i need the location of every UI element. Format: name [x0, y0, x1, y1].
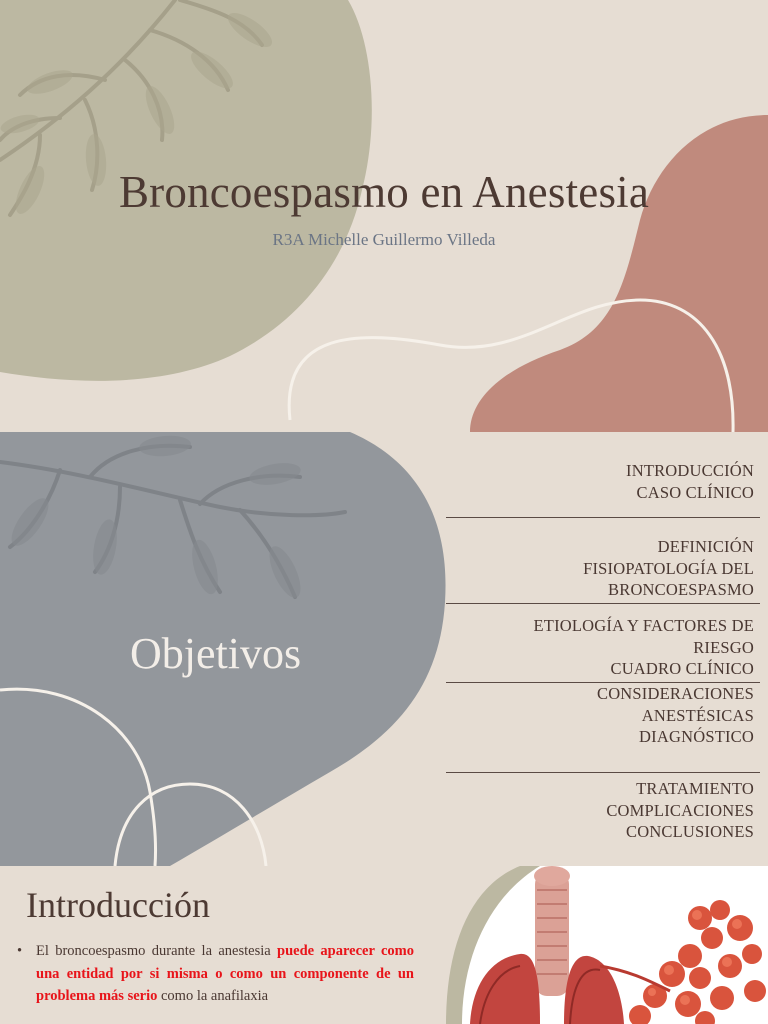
toc-line-text: CONCLUSIONES [626, 822, 754, 841]
toc-line-text: DEFINICIÓN [657, 537, 754, 556]
introduction-bullet [14, 940, 414, 1008]
toc-line-text: CONSIDERACIONES [596, 684, 754, 703]
toc-line-text: CASO CLÍNICO [636, 482, 754, 502]
objectives-heading: Objetivos [130, 629, 302, 678]
bullet-text-start: El broncoespasmo durante la anestesia [36, 943, 278, 959]
toc-line-text: BRONCOESPASMO [608, 580, 754, 599]
toc-group-definition [583, 536, 754, 601]
bullet-marker: • [17, 943, 23, 959]
toc-group-intro [626, 460, 754, 503]
terracotta-blob-shape [470, 115, 768, 432]
presentation-title: Broncoespasmo en Anestesia [118, 167, 650, 217]
toc-line-text: FISIOPATOLOGÍA DEL [583, 558, 754, 578]
toc-line-text: DIAGNÓSTICO [639, 727, 754, 746]
toc-group-treatment [606, 778, 754, 843]
presentation-author: R3A Michelle Guillermo Villeda [272, 230, 496, 249]
toc-divider [446, 603, 760, 604]
bullet-text-end: como la anafilaxia [157, 988, 269, 1004]
toc-line-text: COMPLICACIONES [606, 800, 754, 820]
toc-line-text: ETIOLOGÍA Y FACTORES DE [533, 616, 754, 635]
toc-line-text: RIESGO [693, 637, 754, 657]
toc-divider [446, 772, 760, 773]
toc-group-etiology [534, 615, 754, 680]
toc-line-text: INTRODUCCIÓN [626, 461, 754, 480]
toc-line-text: CUADRO CLÍNICO [610, 659, 754, 678]
toc-line-text: TRATAMIENTO [636, 779, 754, 798]
introduction-slide [0, 866, 768, 1024]
toc-group-considerations [597, 683, 754, 748]
toc-line-text: ANESTÉSICAS [641, 705, 754, 725]
introduction-heading: Introducción [26, 885, 210, 925]
title-slide [0, 0, 768, 432]
bullet-highlight-text: puede aparecer como una entidad por si misma o como un componente de un problema más serio [36, 943, 414, 1004]
toc-divider [446, 517, 760, 518]
objectives-slide [0, 432, 768, 866]
